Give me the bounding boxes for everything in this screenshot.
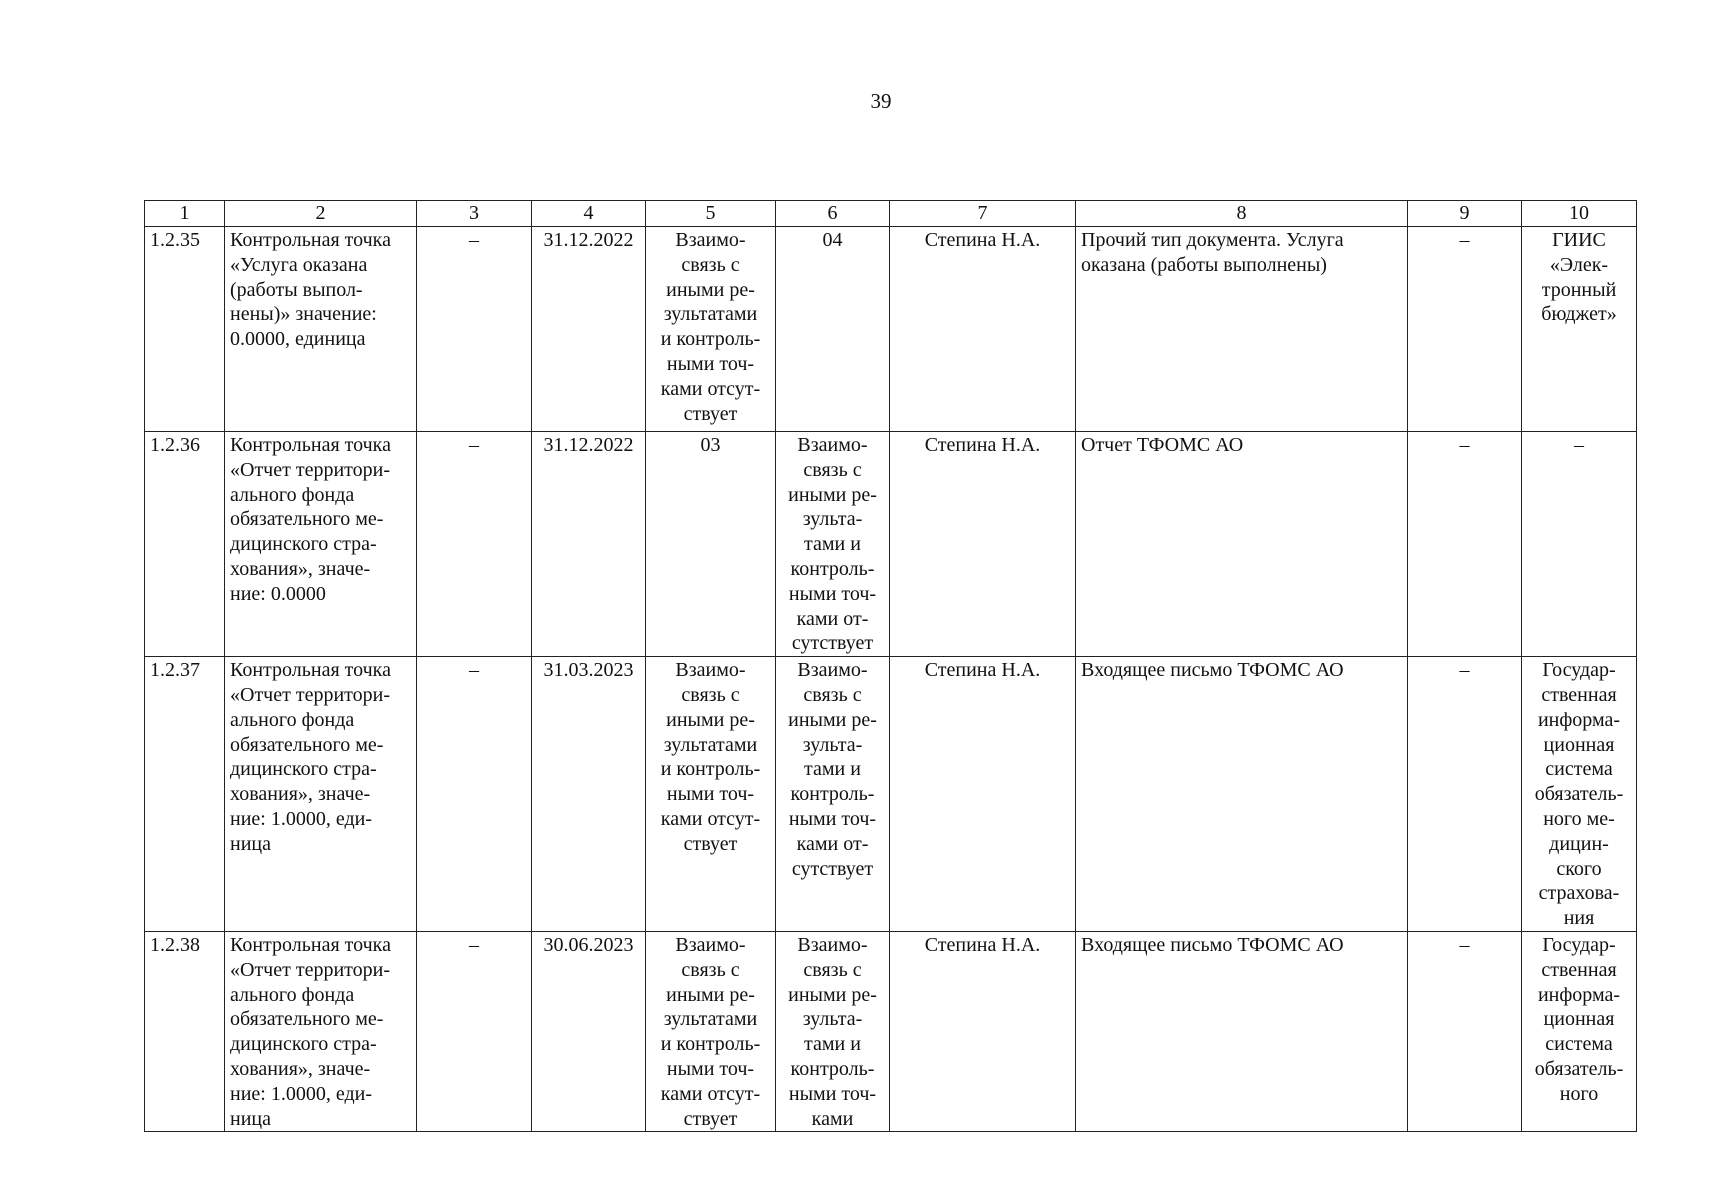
table-row	[145, 931, 1637, 1131]
cell-col5: 03	[646, 432, 776, 657]
document-type: Прочий тип документа. Услуга оказана (работы выполнены)	[1076, 227, 1408, 432]
cell-col3: –	[417, 432, 532, 657]
cell-col9: –	[1408, 432, 1522, 657]
document-type: Отчет ТФОМС АО	[1076, 432, 1408, 657]
column-header: 5	[646, 201, 776, 227]
column-header: 9	[1408, 201, 1522, 227]
cell-col3: –	[417, 931, 532, 1131]
control-point-description: Контрольная точка «Отчет территори- ального фонда обязательного ме- дицинского стра- хования», значе- ние: 1.0000, еди- ница	[225, 931, 417, 1131]
responsible-person: Степина Н.А.	[890, 931, 1076, 1131]
control-point-description: Контрольная точка «Отчет территори- ального фонда обязательного ме- дицинского стра- хования», значе- ние: 0.0000	[225, 432, 417, 657]
control-point-description: Контрольная точка «Услуга оказана (работы выпол- нены)» значение: 0.0000, единица	[225, 227, 417, 432]
cell-col6: Взаимо- связь с иными ре- зульта- тами и контроль- ными точ- ками	[776, 931, 890, 1131]
row-number: 1.2.37	[145, 657, 225, 932]
responsible-person: Степина Н.А.	[890, 657, 1076, 932]
information-system: ГИИС «Элек- тронный бюджет»	[1522, 227, 1637, 432]
cell-col3: –	[417, 227, 532, 432]
information-system: –	[1522, 432, 1637, 657]
column-number-row	[145, 201, 1637, 227]
table-row	[145, 227, 1637, 432]
column-header: 8	[1076, 201, 1408, 227]
row-number: 1.2.38	[145, 931, 225, 1131]
column-header: 3	[417, 201, 532, 227]
cell-col5: Взаимо- связь с иными ре- зультатами и контроль- ными точ- ками отсут- ствует	[646, 931, 776, 1131]
cell-col9: –	[1408, 227, 1522, 432]
column-header: 2	[225, 201, 417, 227]
cell-col6: 04	[776, 227, 890, 432]
deadline-date: 31.12.2022	[532, 432, 646, 657]
page-number: 39	[870, 89, 892, 113]
control-points-table	[144, 200, 1637, 1132]
column-header: 1	[145, 201, 225, 227]
table-row	[145, 432, 1637, 657]
document-type: Входящее письмо ТФОМС АО	[1076, 931, 1408, 1131]
column-header: 10	[1522, 201, 1637, 227]
cell-col9: –	[1408, 931, 1522, 1131]
cell-col3: –	[417, 657, 532, 932]
responsible-person: Степина Н.А.	[890, 227, 1076, 432]
control-point-description: Контрольная точка «Отчет территори- ального фонда обязательного ме- дицинского стра- хования», значе- ние: 1.0000, еди- ница	[225, 657, 417, 932]
cell-col6: Взаимо- связь с иными ре- зульта- тами и контроль- ными точ- ками от- сутствует	[776, 657, 890, 932]
column-header: 4	[532, 201, 646, 227]
cell-col6: Взаимо- связь с иными ре- зульта- тами и контроль- ными точ- ками от- сутствует	[776, 432, 890, 657]
document-type: Входящее письмо ТФОМС АО	[1076, 657, 1408, 932]
column-header: 6	[776, 201, 890, 227]
deadline-date: 30.06.2023	[532, 931, 646, 1131]
row-number: 1.2.35	[145, 227, 225, 432]
table-row	[145, 657, 1637, 932]
cell-col5: Взаимо- связь с иными ре- зультатами и контроль- ными точ- ками отсут- ствует	[646, 657, 776, 932]
cell-col9: –	[1408, 657, 1522, 932]
information-system: Государ- ственная информа- ционная система обязатель- ного ме- дицин- ского страхова- ния	[1522, 657, 1637, 932]
responsible-person: Степина Н.А.	[890, 432, 1076, 657]
row-number: 1.2.36	[145, 432, 225, 657]
deadline-date: 31.03.2023	[532, 657, 646, 932]
information-system: Государ- ственная информа- ционная система обязатель- ного	[1522, 931, 1637, 1131]
cell-col5: Взаимо- связь с иными ре- зультатами и контроль- ными точ- ками отсут- ствует	[646, 227, 776, 432]
deadline-date: 31.12.2022	[532, 227, 646, 432]
column-header: 7	[890, 201, 1076, 227]
